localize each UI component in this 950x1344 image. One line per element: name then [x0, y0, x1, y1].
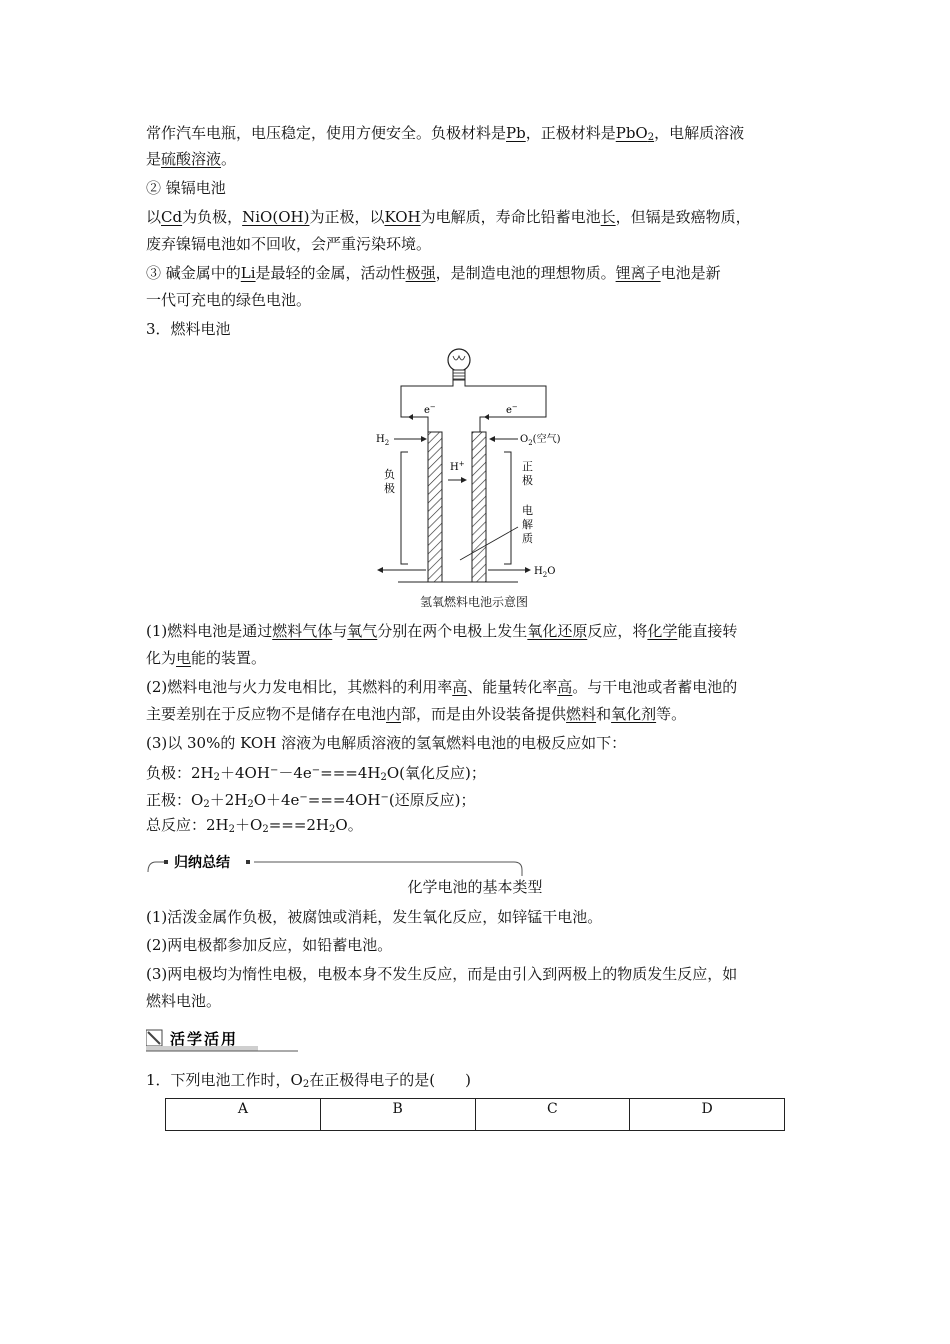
fuel-para1-line2: 化为电能的装置。: [146, 649, 267, 667]
answer-fuel: 燃料: [566, 705, 597, 723]
para-li-line1: ③ 碱金属中的Li是最轻的金属，活动性极强，是制造电池的理想物质。锂离子电池是新: [146, 264, 721, 282]
fuel-para2-line2: 主要差别在于反应物不是储存在电池内部，而是由外设装备提供燃料和氧化剂等。: [146, 705, 687, 723]
fuel-para2-line1: (2)燃料电池与火力发电相比，其燃料的利用率高、能量转化率高。与干电池或者蓄电池的: [146, 678, 738, 696]
answer-long: 长: [600, 208, 616, 226]
para-nicd-line2: 废弃镍镉电池如不回收，会严重污染环境。: [146, 235, 432, 253]
svg-text:解: 解: [522, 518, 533, 531]
answer-high2: 高: [557, 678, 573, 696]
summary-title: 化学电池的基本类型: [407, 878, 543, 896]
para-lead-battery-line1: 常作汽车电瓶，电压稳定，使用方便安全。负极材料是Pb，正极材料是PbO$_2$，电解质溶液: [146, 124, 745, 143]
fuel-para3: (3)以 30%的 KOH 溶液为电解质溶液的氢氧燃料电池的电极反应如下：: [146, 734, 627, 752]
svg-text:O2(空气): $O_2$(空气): [520, 434, 561, 447]
answer-pbo2: PbO$_2$: [615, 124, 655, 143]
options-table: [165, 1098, 785, 1131]
table-row: [166, 1099, 785, 1131]
svg-text:电: 电: [522, 504, 533, 517]
option-b[interactable]: B: [320, 1099, 475, 1131]
svg-text:负: 负: [384, 468, 395, 481]
summary-point-1: (1)活泼金属作负极，被腐蚀或消耗，发生氧化反应，如锌锰干电池。: [146, 908, 603, 926]
answer-acid: 硫酸溶液: [161, 150, 222, 168]
section-fuel-cell-title: 3．燃料电池: [146, 320, 231, 338]
svg-text:H2: $H_2$: [376, 434, 390, 447]
fuel-cell-diagram: [368, 342, 588, 614]
equation-positive: 正极：$O_2+2H_2O+4e^-===4OH^-$(还原反应)；: [146, 791, 476, 810]
question-1: 1．下列电池工作时，$O_2$在正极得电子的是( ): [146, 1071, 471, 1090]
svg-text:极: 极: [522, 474, 533, 487]
answer-koh: KOH: [384, 208, 421, 226]
summary-point-3-line2: 燃料电池。: [146, 992, 222, 1010]
option-c[interactable]: C: [475, 1099, 630, 1131]
positive-electrode: [472, 432, 486, 582]
answer-chem: 化学: [647, 622, 678, 640]
answer-nio: NiO(OH): [242, 208, 310, 226]
answer-inside: 内: [386, 705, 402, 723]
summary-header: [146, 852, 524, 878]
svg-text:H2O: $H_2O$: [534, 566, 556, 579]
summary-point-3-line1: (3)两电极均为惰性电极，电极本身不发生反应，而是由引入到两极上的物质发生反应，如: [146, 965, 738, 983]
para-lead-battery-line2: 是硫酸溶液。: [146, 150, 237, 168]
option-a[interactable]: A: [166, 1099, 321, 1131]
answer-high1: 高: [452, 678, 468, 696]
answer-pb: Pb: [506, 124, 526, 142]
answer-strong: 极强: [405, 264, 436, 282]
answer-oxygen: 氧气: [347, 622, 378, 640]
lightbulb-icon: [448, 349, 470, 380]
svg-text:正: 正: [522, 460, 533, 473]
para-li-line2: 一代可充电的绿色电池。: [146, 291, 312, 309]
summary-point-2: (2)两电极都参加反应，如铅蓄电池。: [146, 936, 393, 954]
answer-cd: Cd: [161, 208, 183, 226]
answer-gas: 燃料气体: [272, 622, 333, 640]
answer-redox: 氧化还原: [527, 622, 588, 640]
svg-text:活学活用: 活学活用: [170, 1030, 239, 1048]
answer-oxidant: 氧化剂: [611, 705, 657, 723]
negative-electrode: [428, 432, 442, 582]
diagram-caption: 氢氧燃料电池示意图: [420, 595, 529, 609]
svg-text:质: 质: [522, 532, 533, 545]
answer-li: Li: [240, 264, 256, 282]
answer-elec: 电: [176, 649, 192, 667]
svg-text:e−: e−: [506, 403, 518, 416]
svg-text:e−: e−: [424, 403, 436, 416]
answer-liion: 锂离子: [615, 264, 661, 282]
option-d[interactable]: D: [630, 1099, 785, 1131]
svg-text:极: 极: [384, 482, 395, 495]
para-nicd-line1: 以Cd为负极，NiO(OH)为正极，以KOH为电解质，寿命比铅蓄电池长，但镉是致癌物质，: [146, 208, 751, 226]
item-nicd-title: ② 镍镉电池: [146, 179, 226, 197]
equation-negative: 负极：$2H_2+4OH^--4e^-===4H_2O$(氧化反应)；: [146, 764, 486, 783]
svg-text:H+: H+: [450, 460, 465, 473]
fuel-para1-line1: (1)燃料电池是通过燃料气体与氧气分别在两个电极上发生氧化还原反应，将化学能直接转: [146, 622, 738, 640]
svg-text:归纳总结: 归纳总结: [174, 855, 230, 871]
practice-header: [146, 1026, 298, 1054]
equation-total: 总反应：$2H_2+O_2===2H_2O$。: [146, 816, 363, 835]
